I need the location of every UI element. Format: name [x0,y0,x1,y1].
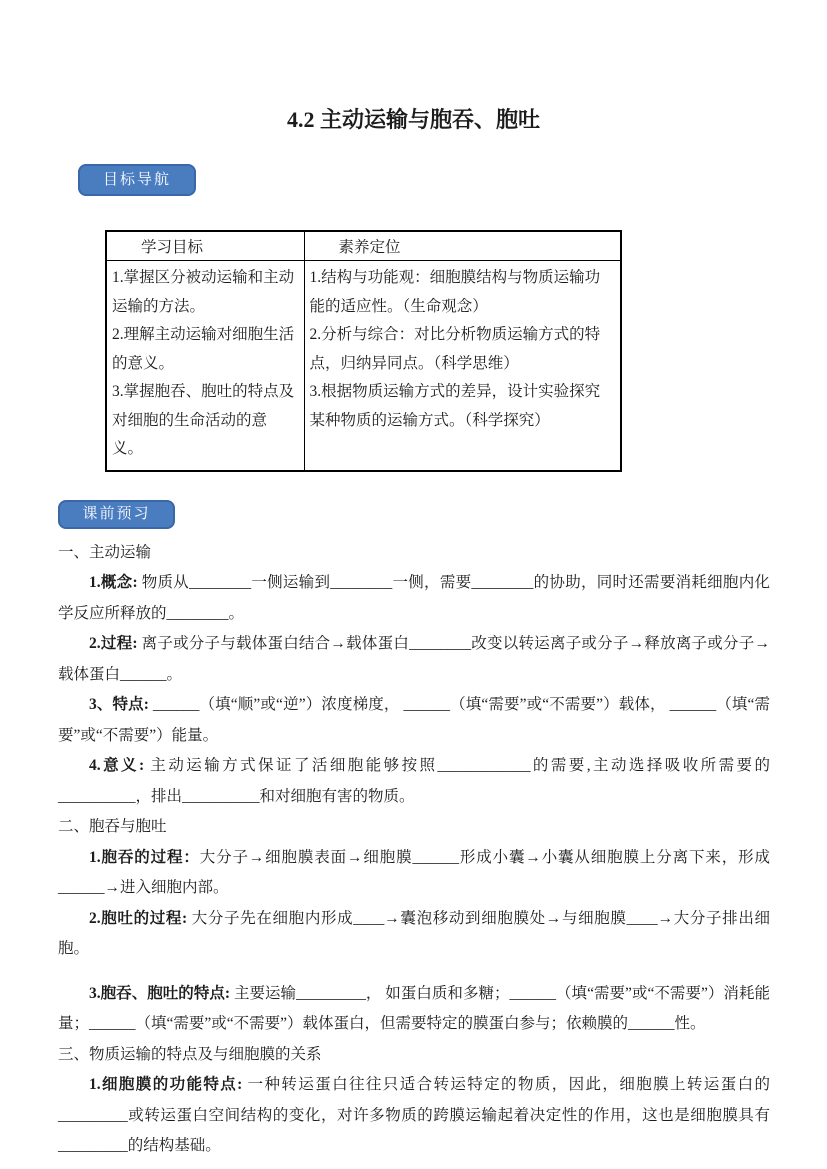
item-endo-exo-features [58,979,770,1040]
learning-goal-item: 3.掌握胞吞、胞吐的特点及对细胞的生命活动的意义。 [112,383,295,457]
learning-goal-item: 2.理解主动运输对细胞生活的意义。 [112,326,295,372]
objectives-table-body-row [106,261,621,471]
section-heading-active-transport: 一、主动运输 [58,543,152,561]
item-text: ______（填“顺”或“逆”）浓度梯度， ______（填“需要”或“不需要”）载体， ______（填“需要”或“不需要”）能量。 [58,696,770,744]
item-label: 1.概念: [89,574,138,591]
literacy-item: 1.结构与功能观：细胞膜结构与物质运输功能的适应性。（生命观念） [309,269,601,315]
section-heading-transport-membrane-relation: 三、物质运输的特点及与细胞膜的关系 [58,1045,322,1063]
learning-goals-cell [106,261,304,471]
literacy-item: 2.分析与综合：对比分析物质运输方式的特点，归纳异同点。（科学思维） [309,326,601,372]
item-text: 主要运输_________， 如蛋白质和多糖；______（填“需要”或“不需要”）消耗能量；______（填“需要”或“不需要”）载体蛋白，但需要特定的膜蛋白参与；依赖膜的______性。 [58,984,770,1032]
item-text: 一种转运蛋白往往只适合转运特定的物质，因此，细胞膜上转运蛋白的_________或转运蛋白空间结构的变化，对许多物质的跨膜运输起着决定性的作用，这也是细胞膜具有_________的结构基础。 [58,1076,770,1154]
item-text: 大分子先在细胞内形成____→囊泡移动到细胞膜处→与细胞膜____→大分子排出细胞。 [58,909,770,957]
item-concept [58,568,770,629]
literacy-position-cell [304,261,621,471]
item-label: 3、特点: [89,696,149,713]
item-label: 1.细胞膜的功能特点: [89,1076,243,1093]
item-significance [58,751,770,812]
goal-nav-button-label: 目标导航 [102,171,171,188]
preview-button[interactable] [58,500,175,529]
section-heading-endo-exocytosis: 二、胞吞与胞吐 [58,818,167,835]
item-text: 主动运输方式保证了活细胞能够按照____________的需要,主动选择吸收所需要的__________，排出__________和对细胞有害的物质。 [58,757,770,805]
item-label: 3.胞吞、胞吐的特点: [89,984,231,1002]
item-label: 4.意义: [89,757,145,774]
item-text: 离子或分子与载体蛋白结合→载体蛋白________改变以转运离子或分子→释放离子或分子→载体蛋白______。 [58,635,770,683]
item-label: 1.胞吞的过程： [89,848,200,866]
header-learning-goals: 学习目标 [106,231,304,261]
item-process [58,629,770,690]
item-membrane-function-features [58,1070,770,1162]
item-text: 大分子→细胞膜表面→细胞膜______形成小囊→小囊从细胞膜上分离下来，形成______→进入细胞内部。 [58,848,770,896]
objectives-table-header-row [106,231,621,261]
preview-content [58,538,770,1162]
objectives-table [105,230,622,472]
item-features [58,690,770,751]
item-label: 2.胞吐的过程: [89,909,188,927]
item-exocytosis-process [58,904,770,965]
goal-nav-button[interactable] [78,164,196,196]
header-literacy-position: 素养定位 [304,231,621,261]
learning-goal-item: 1.掌握区分被动运输和主动运输的方法。 [112,269,295,315]
item-text: 物质从________一侧运输到________一侧，需要________的协助，同时还需要消耗细胞内化学反应所释放的________。 [58,574,770,622]
preview-button-label: 课前预习 [82,504,151,522]
item-label: 2.过程: [89,635,138,652]
literacy-item: 3.根据物质运输方式的差异，设计实验探究某种物质的运输方式。（科学探究） [309,383,601,429]
page-title: 4.2 主动运输与胞吞、胞吐 [286,107,540,132]
item-endocytosis-process [58,843,770,904]
